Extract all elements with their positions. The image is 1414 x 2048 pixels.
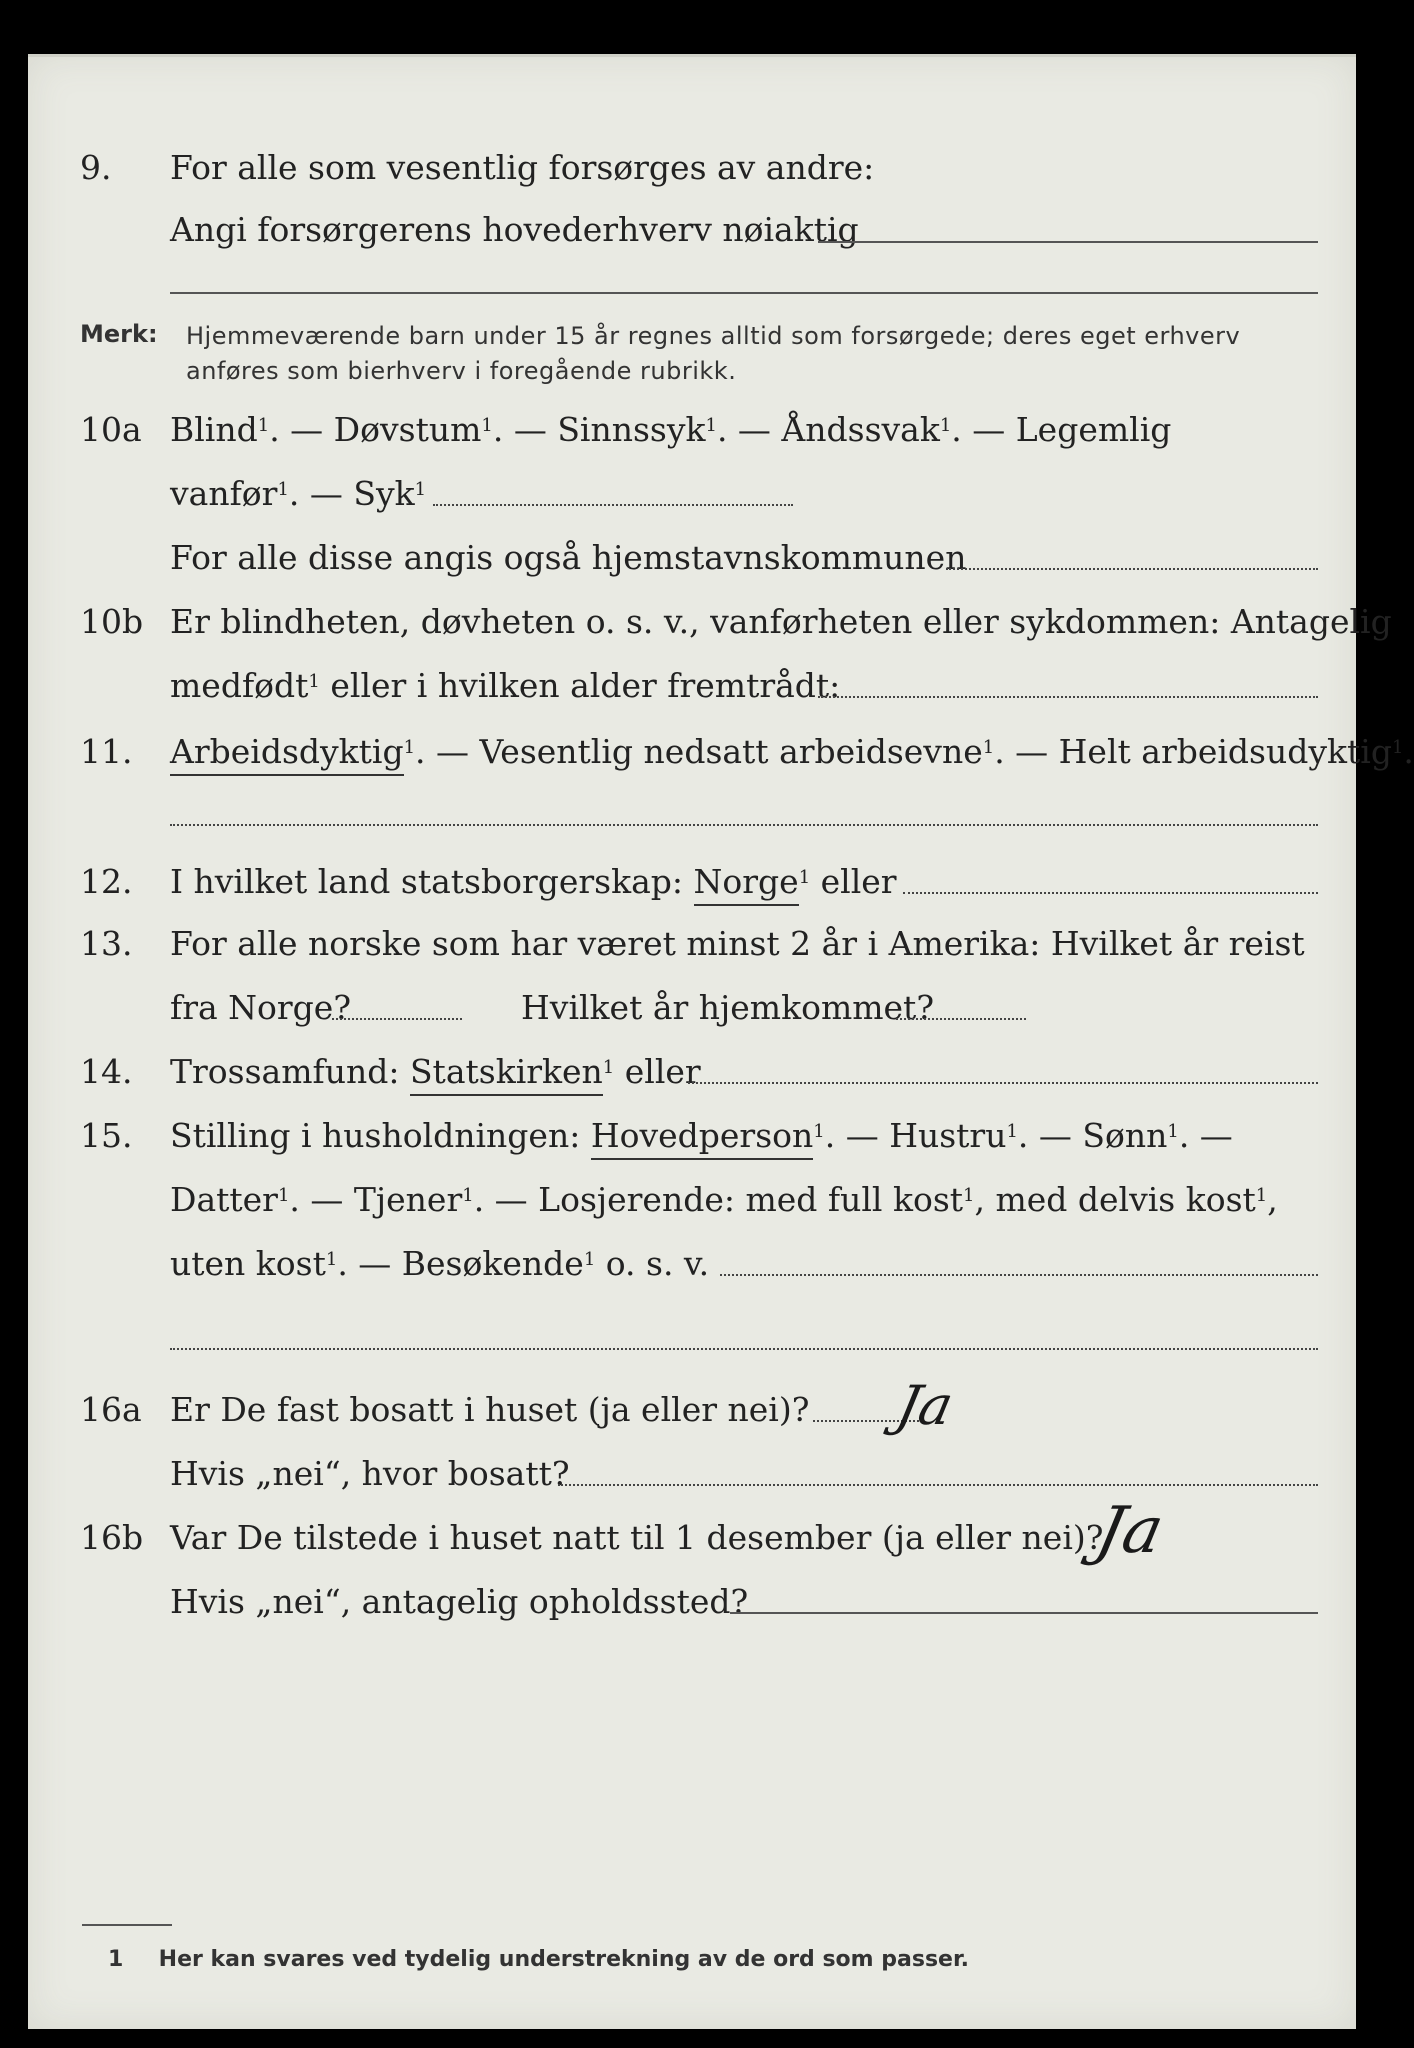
q10b-row-1 (28, 602, 1392, 662)
q9-answer-line-2[interactable] (170, 292, 1318, 294)
q9-number: 9. (80, 148, 112, 187)
q10a-syk: . — Syk (288, 474, 415, 513)
q10a-dovstum: . — Døvstum (269, 410, 482, 449)
q15-row-1 (28, 1116, 1356, 1176)
q15-uten-kost[interactable]: uten kost (170, 1244, 326, 1283)
q15-tjener[interactable]: . — Tjener (289, 1180, 463, 1219)
q10a-answer-line-1[interactable] (433, 504, 793, 506)
sup-mark: 1 (705, 415, 717, 436)
q15-answer-line-2[interactable] (170, 1348, 1318, 1350)
footnote-mark: 1 (108, 1947, 124, 1972)
q11-row (28, 732, 1414, 792)
q10b-text-2 (170, 666, 840, 706)
sup-mark: 1 (277, 1185, 290, 1206)
sup-mark: 1 (308, 671, 320, 692)
q13-fra-norge: fra Norge? (170, 988, 352, 1027)
q10a-text-3: For alle disse angis også hjemstavnskommunen (170, 538, 967, 577)
q11-period: . (1403, 732, 1414, 771)
q10b-answer-line[interactable] (818, 696, 1318, 698)
q13-text-1: For alle norske som har været minst 2 år i Amerika: Hvilket år reist (170, 924, 1305, 963)
q12-question: I hvilket land statsborgerskap: (170, 862, 694, 901)
q9-answer-line-1[interactable] (818, 241, 1318, 243)
sup-mark: 1 (939, 415, 952, 436)
q15-comma: , (1267, 1180, 1278, 1219)
sup-mark: 1 (1167, 1121, 1179, 1142)
sup-mark: 1 (414, 479, 427, 500)
q13-text-2 (170, 988, 934, 1028)
q16a-text-2: Hvis „nei“, hvor bosatt? (170, 1454, 570, 1493)
q10a-row-1 (28, 410, 1356, 470)
q16a-number: 16a (80, 1390, 142, 1429)
q13-row-1 (28, 924, 1356, 984)
q13-row-2 (28, 988, 1356, 1048)
q15-text-3 (170, 1244, 709, 1284)
q10a-text-1 (170, 410, 1171, 450)
q12-eller: eller (810, 862, 897, 901)
q11-udyktig[interactable]: . — Helt arbeidsudyktig (994, 732, 1392, 771)
sup-mark: 1 (583, 1249, 596, 1270)
q10b-number: 10b (80, 602, 144, 641)
q15-delvis-kost[interactable]: , med delvis kost (974, 1180, 1256, 1219)
q14-answer-line[interactable] (688, 1082, 1318, 1084)
sup-mark: 1 (602, 1057, 615, 1078)
q10b-alder: eller i hvilken alder fremtrådt: (319, 666, 841, 705)
q10a-number: 10a (80, 410, 142, 449)
q10a-sinnssyk: . — Sinnssyk (492, 410, 706, 449)
q16a-row-1 (28, 1390, 1356, 1450)
sup-mark: 1 (325, 1249, 338, 1270)
q9-row-2 (28, 210, 1356, 270)
q11-number: 11. (80, 732, 133, 771)
sup-mark: 1 (982, 737, 995, 758)
q12-answer-line[interactable] (903, 892, 1318, 894)
q12-norge[interactable]: Norge (694, 862, 799, 906)
q15-full-kost[interactable]: . — Losjerende: med full kost (473, 1180, 964, 1219)
q16a-handwritten-answer: Ja (891, 1374, 959, 1437)
sup-mark: 1 (481, 415, 493, 436)
q15-dash: . — (1178, 1116, 1233, 1155)
q10a-answer-line-2[interactable] (946, 568, 1318, 570)
sup-mark: 1 (1255, 1185, 1268, 1206)
sup-mark: 1 (403, 737, 416, 758)
sup-mark: 1 (963, 1185, 975, 1206)
sup-mark: 1 (813, 1121, 825, 1142)
q15-answer-line-1[interactable] (720, 1274, 1318, 1276)
q16a-text-1: Er De fast bosatt i huset (ja eller nei)? (170, 1390, 810, 1429)
q14-number: 14. (80, 1052, 133, 1091)
q10b-text-1: Er blindheten, døvheten o. s. v., vanførheten eller sykdommen: Antagelig (170, 602, 1392, 641)
merk-text-1: Hjemmeværende barn under 15 år regnes alltid som forsørgede; deres eget erhverv (186, 322, 1241, 350)
q15-text-2 (170, 1180, 1278, 1220)
q16b-text-1: Var De tilstede i huset natt til 1 desember (ja eller nei)? (170, 1518, 1104, 1557)
q11-nedsatt[interactable]: . — Vesentlig nedsatt arbeidsevne (415, 732, 983, 771)
q15-row-2 (28, 1180, 1356, 1240)
q15-number: 15. (80, 1116, 133, 1155)
q9-text-2: Angi forsørgerens hovederhverv nøiaktig (170, 210, 859, 249)
q15-stilling: Stilling i husholdningen: (170, 1116, 591, 1155)
q16b-text-2: Hvis „nei“, antagelig opholdssted? (170, 1582, 749, 1621)
sup-mark: 1 (1006, 1121, 1018, 1142)
q15-hovedperson[interactable]: Hovedperson (591, 1116, 813, 1160)
q15-sonn[interactable]: . — Sønn (1017, 1116, 1168, 1155)
q10a-legemlig: . — Legemlig (951, 410, 1172, 449)
q14-text (170, 1052, 701, 1092)
q15-datter[interactable]: Datter (170, 1180, 278, 1219)
sup-mark: 1 (277, 479, 289, 500)
q13-hjemkommet: Hvilket år hjemkommet? (521, 988, 935, 1027)
footnote-rule (82, 1924, 172, 1926)
q12-text (170, 862, 897, 902)
merk-text-2: anføres som bierhverv i foregående rubrikk. (186, 357, 737, 385)
q15-hustru[interactable]: . — Hustru (824, 1116, 1007, 1155)
q11-answer-line[interactable] (170, 824, 1318, 826)
q11-arbeidsdyktig[interactable]: Arbeidsdyktig (170, 732, 404, 776)
q10b-medfodt: medfødt (170, 666, 309, 705)
q14-question: Trossamfund: (170, 1052, 410, 1091)
q9-row-1 (28, 148, 1356, 208)
q10a-blind: Blind (170, 410, 258, 449)
page-edge (28, 54, 1356, 57)
q15-besokende[interactable]: . — Besøkende (337, 1244, 584, 1283)
q15-text-1 (170, 1116, 1233, 1156)
merk-label: Merk: (80, 320, 158, 348)
sup-mark: 1 (1391, 737, 1404, 758)
q16b-number: 16b (80, 1518, 144, 1557)
sup-mark: 1 (798, 867, 811, 888)
footnote-text: Her kan svares ved tydelig understrekning av de ord som passer. (158, 1947, 970, 1972)
q10a-vanfor: vanfør (170, 474, 278, 513)
q9-text-1: For alle som vesentlig forsørges av andre: (170, 148, 875, 187)
footnote (108, 1947, 969, 1972)
sup-mark: 1 (462, 1185, 474, 1206)
q10a-text-2 (170, 474, 426, 514)
q13-answer-line-2[interactable] (896, 1018, 1026, 1020)
q10a-andssvak: . — Åndssvak (716, 410, 940, 449)
form-page (28, 54, 1414, 2029)
q13-answer-line-1[interactable] (332, 1018, 462, 1020)
q12-number: 12. (80, 862, 133, 901)
q16b-answer-line[interactable] (730, 1612, 1318, 1614)
q14-eller: eller (614, 1052, 701, 1091)
q11-text (170, 732, 1414, 772)
q16b-handwritten-answer: Ja (1090, 1494, 1170, 1568)
q13-number: 13. (80, 924, 133, 963)
sup-mark: 1 (257, 415, 270, 436)
q16a-answer-line-2[interactable] (558, 1484, 1318, 1486)
q15-osv: o. s. v. (595, 1244, 710, 1283)
q14-statskirken[interactable]: Statskirken (410, 1052, 603, 1096)
